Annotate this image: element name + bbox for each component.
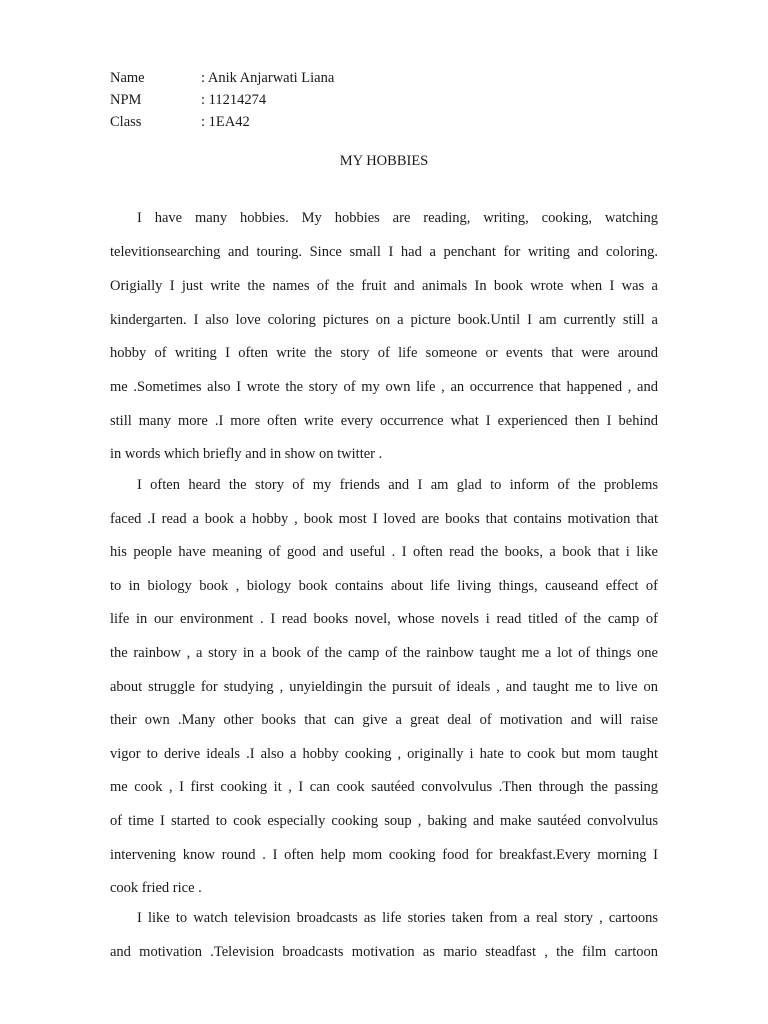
- text-line: televitionsearching and touring. Since small I had a penchant for writing and coloring.: [110, 244, 658, 260]
- text-line: about struggle for studying , unyieldingin the pursuit of ideals , and taught me to live on: [110, 679, 658, 695]
- text-line: vigor to derive ideals .I also a hobby cooking , originally i hate to cook but mom taught: [110, 746, 658, 762]
- text-line: their own .Many other books that can give a great deal of motivation and will raise: [110, 712, 658, 728]
- text-line: I have many hobbies. My hobbies are reading, writing, cooking, watching: [137, 210, 658, 226]
- text-line: his people have meaning of good and useful . I often read the books, a book that i like: [110, 544, 658, 560]
- text-line: intervening know round . I often help mom cooking food for breakfast.Every morning I: [110, 847, 658, 863]
- text-line: me .Sometimes also I wrote the story of my own life , an occurrence that happened , and: [110, 379, 658, 395]
- student-info: [110, 67, 334, 133]
- text-line: I like to watch television broadcasts as life stories taken from a real story , cartoons: [137, 910, 658, 926]
- text-line: life in our environment . I read books novel, whose novels i read titled of the camp of: [110, 611, 658, 627]
- text-line: me cook , I first cooking it , I can cook sautéed convolvulus .Then through the passing: [110, 779, 658, 795]
- class-value: : 1EA42: [201, 114, 250, 130]
- text-line: hobby of writing I often write the story of life someone or events that were around: [110, 345, 658, 361]
- text-line: in words which briefly and in show on twitter .: [110, 446, 383, 462]
- text-line: the rainbow , a story in a book of the camp of the rainbow taught me a lot of things one: [110, 645, 658, 661]
- npm-value: : 11214274: [201, 92, 267, 108]
- text-line: to in biology book , biology book contains about life living things, causeand effect of: [110, 578, 658, 594]
- name-label: Name: [110, 70, 145, 86]
- text-line: I often heard the story of my friends and I am glad to inform of the problems: [137, 477, 658, 493]
- name-row: [110, 67, 334, 89]
- text-line: kindergarten. I also love coloring pictures on a picture book.Until I am currently still a: [110, 312, 658, 328]
- document-title: MY HOBBIES: [339, 153, 429, 169]
- text-line: faced .I read a book a hobby , book most I loved are books that contains motivation that: [110, 511, 658, 527]
- name-value: : Anik Anjarwati Liana: [201, 70, 335, 86]
- text-line: Origially I just write the names of the fruit and animals In book wrote when I was a: [110, 278, 658, 294]
- text-line: of time I started to cook especially cooking soup , baking and make sautéed convolvulus: [110, 813, 658, 829]
- text-line: and motivation .Television broadcasts motivation as mario steadfast , the film cartoon: [110, 944, 658, 960]
- class-row: [110, 111, 334, 133]
- npm-row: [110, 89, 334, 111]
- text-line: still many more .I more often write every occurrence what I experienced then I behind: [110, 413, 658, 429]
- npm-label: NPM: [110, 92, 142, 108]
- text-line: cook fried rice .: [110, 880, 202, 896]
- class-label: Class: [110, 114, 142, 130]
